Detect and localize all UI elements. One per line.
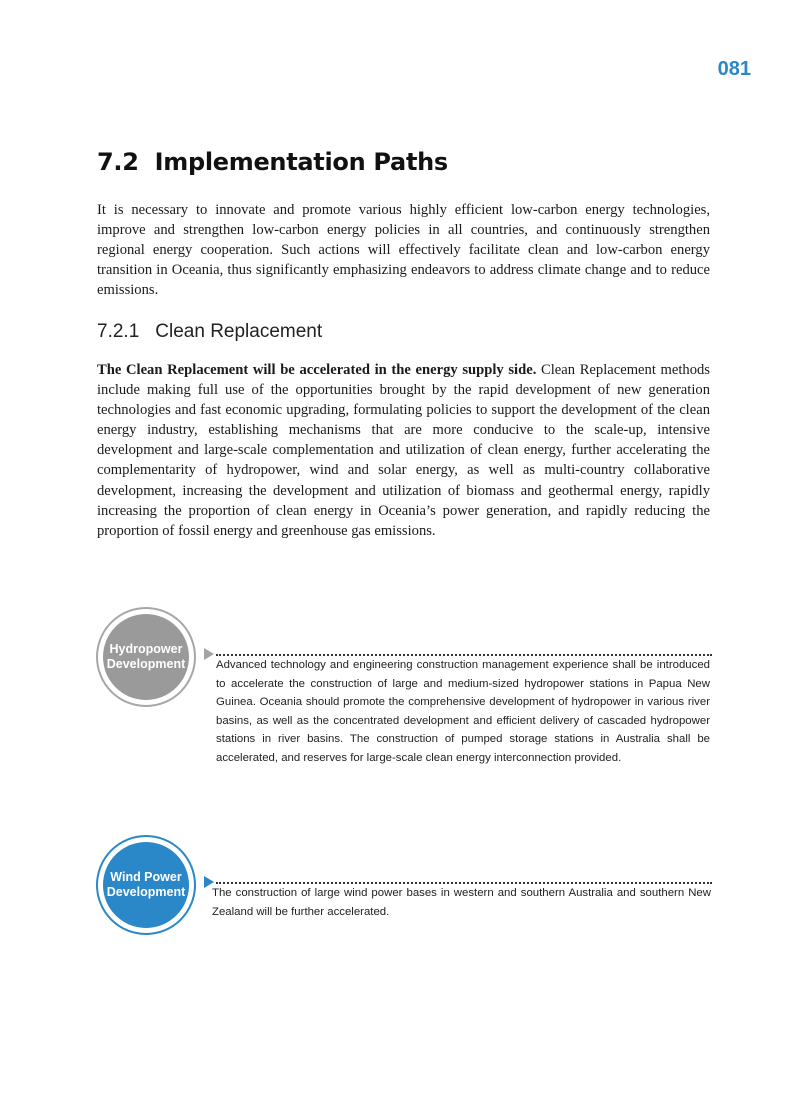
subsection-number: 7.2.1	[97, 321, 140, 342]
clean-replacement-paragraph	[97, 360, 710, 541]
clean-replacement-body: Clean Replacement methods include making full use of the opportunities brought by the rapid development of new generation technologies and fast economic upgrading, formulating policies to support the development of the clean energy industry, establishing mechanisms that are more conducive to the scale-up, intensive development and large-scale complementation and utilization of clean energy, further accelerating the complementarity of hydropower, wind and solar energy, as well as multi-country collaborative development, increasing the development and utilization of biomass and geothermal energy, rapidly increasing the proportion of clean energy in Oceania’s power generation, and rapidly reducing the proportion of fossil energy and greenhouse gas emissions.	[97, 362, 710, 539]
pointer-arrow-icon	[204, 648, 214, 660]
wind-power-badge: Wind Power Development	[103, 842, 189, 928]
wind-power-badge-ring	[96, 835, 196, 935]
clean-replacement-lead: The Clean Replacement will be accelerated in the energy supply side.	[97, 362, 537, 378]
section-heading	[97, 148, 448, 176]
page-number: 081	[717, 58, 751, 80]
subsection-heading	[97, 321, 322, 343]
hydropower-badge-ring	[96, 607, 196, 707]
subsection-title: Clean Replacement	[155, 321, 323, 342]
hydropower-description: Advanced technology and engineering construction management experience shall be introduced to accelerate the construction of large and medium-sized hydropower stations in Papua New Guinea. Oceania should promote the comprehensive development of hydropower in various river basins, as well as the concentrated development and efficient delivery of cascaded hydropower stations in river basins. The construction of pumped storage stations in Australia shall be accelerated, and reserves for large-scale clean energy interconnection provided.	[216, 659, 710, 764]
hydropower-badge: Hydropower Development	[103, 614, 189, 700]
section-number: 7.2	[97, 148, 139, 176]
wind-power-description: The construction of large wind power bases in western and southern Australia and southern New Zealand will be further accelerated.	[212, 887, 711, 918]
section-title: Implementation Paths	[154, 148, 448, 176]
section-intro-paragraph: It is necessary to innovate and promote various highly efficient low-carbon energy technologies, improve and strengthen low-carbon energy policies in all countries, and continuously strengthen regional energy cooperation. Such actions will effectively facilitate clean and low-carbon energy transition in Oceania, thus significantly emphasizing endeavors to address climate change and to reduce emissions.	[97, 202, 710, 299]
